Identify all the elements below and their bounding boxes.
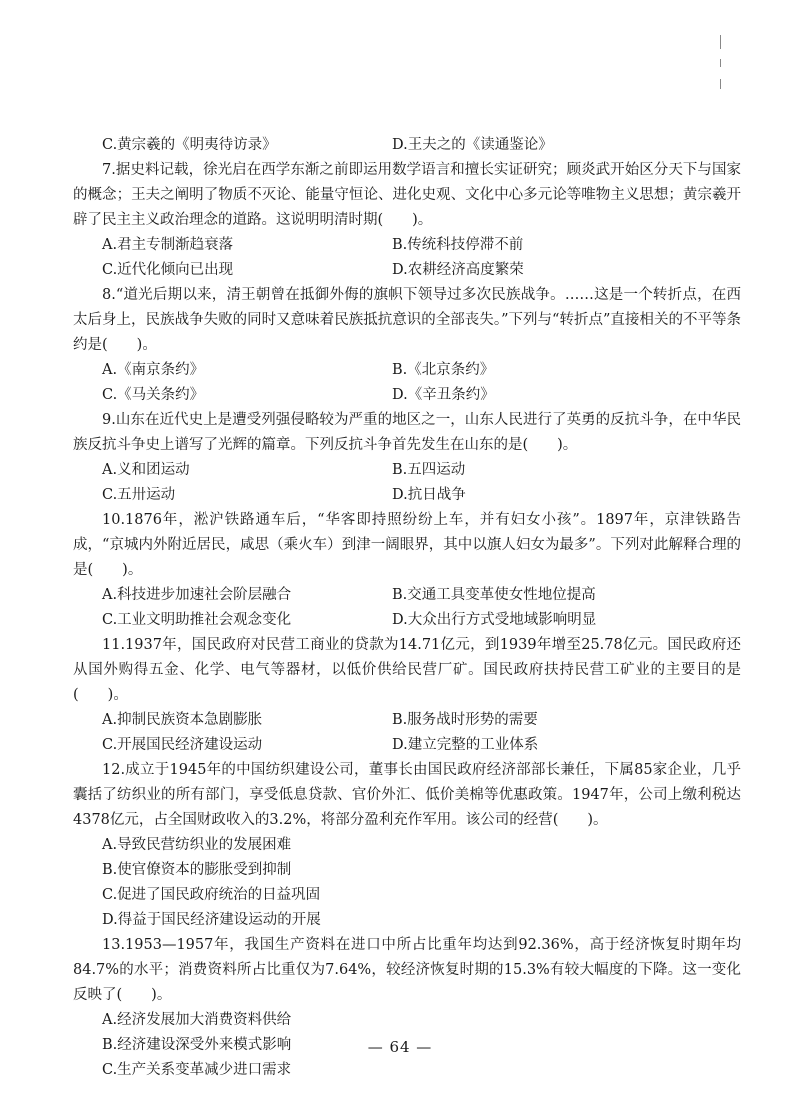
question-stem: 9.山东在近代史上是遭受列强侵略较为严重的地区之一，山东人民进行了英勇的反抗斗争，在中华民族反抗斗争史上谱写了光辉的篇章。下列反抗斗争首先发生在山东的是( )。 bbox=[73, 412, 741, 453]
option-a[interactable]: A.君主专制渐趋衰落 bbox=[102, 237, 234, 253]
option-a[interactable]: A.导致民营纺织业的发展困难 bbox=[102, 837, 292, 853]
question-stem: 10.1876年，淞沪铁路通车后，“华客即持照纷纷上车，并有妇女小孩”。1897年，京津铁路告成，“京城内外附近居民，咸思（乘火车）到津一阔眼界，其中以旗人妇女为最多”。下列对此解释合理的是( )。 bbox=[73, 512, 741, 578]
option-row bbox=[73, 858, 741, 883]
option-c[interactable]: C.近代化倾向已出现 bbox=[102, 262, 234, 278]
option-d[interactable]: D.得益于国民经济建设运动的开展 bbox=[102, 912, 321, 928]
answer-options bbox=[73, 708, 741, 758]
option-a[interactable]: A.抑制民族资本急剧膨胀 bbox=[102, 712, 263, 728]
option-b[interactable]: B.五四运动 bbox=[392, 462, 466, 478]
option-b[interactable]: B.传统科技停滞不前 bbox=[392, 237, 524, 253]
option-a[interactable]: A.《南京条约》 bbox=[102, 362, 205, 378]
option-row bbox=[73, 483, 741, 508]
option-row bbox=[73, 908, 741, 933]
option-b[interactable]: B.《北京条约》 bbox=[392, 362, 495, 378]
option-row bbox=[73, 583, 741, 608]
question-content bbox=[73, 133, 741, 1083]
question-q8 bbox=[73, 283, 741, 408]
option-d[interactable]: D.大众出行方式受地域影响明显 bbox=[392, 612, 597, 628]
question-stem: 8.“道光后期以来，清王朝曾在抵御外侮的旗帜下领导过多次民族战争。……这是一个转折点，在西太后身上，民族战争失败的同时又意味着民族抵抗意识的全部丧失。”下列与“转折点”直接相关的不平等条约是( )。 bbox=[73, 287, 741, 353]
scan-edge-marks bbox=[720, 35, 724, 95]
question-q10 bbox=[73, 508, 741, 633]
question-q12 bbox=[73, 758, 741, 933]
question-stem: 12.成立于1945年的中国纺织建设公司，董事长由国民政府经济部部长兼任，下属85家企业，几乎囊括了纺织业的所有部门，享受低息贷款、官价外汇、低价美棉等优惠政策。1947年，公司上缴利税达4378亿元，占全国财政收入的3.2%，将部分盈利充作军用。该公司的经营( )。 bbox=[73, 762, 741, 828]
page-number: — 64 — bbox=[367, 1038, 433, 1056]
option-row bbox=[73, 358, 741, 383]
option-b[interactable]: B.交通工具变革使女性地位提高 bbox=[392, 587, 596, 603]
answer-options bbox=[73, 358, 741, 408]
option-b[interactable]: B.经济建设深受外来模式影响 bbox=[102, 1037, 292, 1053]
question-q9 bbox=[73, 408, 741, 508]
option-d[interactable]: D.抗日战争 bbox=[392, 487, 466, 503]
option-c[interactable]: C.生产关系变革减少进口需求 bbox=[102, 1062, 292, 1078]
option-d[interactable]: D.王夫之的《读通鉴论》 bbox=[392, 137, 553, 153]
option-row bbox=[73, 1058, 741, 1083]
option-row bbox=[73, 258, 741, 283]
question-q11 bbox=[73, 633, 741, 758]
option-row bbox=[73, 1008, 741, 1033]
option-row bbox=[73, 883, 741, 908]
option-c[interactable]: C.开展国民经济建设运动 bbox=[102, 737, 263, 753]
option-b[interactable]: B.服务战时形势的需要 bbox=[392, 712, 538, 728]
answer-options bbox=[73, 583, 741, 633]
option-d[interactable]: D.农耕经济高度繁荣 bbox=[392, 262, 524, 278]
option-c[interactable]: C.《马关条约》 bbox=[102, 387, 205, 403]
option-a[interactable]: A.经济发展加大消费资料供给 bbox=[102, 1012, 292, 1028]
answer-options bbox=[73, 833, 741, 933]
question-q13 bbox=[73, 933, 741, 1083]
option-c[interactable]: C.促进了国民政府统治的日益巩固 bbox=[102, 887, 321, 903]
option-a[interactable]: A.科技进步加速社会阶层融合 bbox=[102, 587, 292, 603]
question-stem: 11.1937年，国民政府对民营工商业的贷款为14.71亿元，到1939年增至25.78亿元。国民政府还从国外购得五金、化学、电气等器材，以低价供给民营厂矿。国民政府扶持民营工矿业的主要目的是( )。 bbox=[73, 637, 741, 703]
option-row bbox=[73, 733, 741, 758]
question-stem: 7.据史料记载，徐光启在西学东渐之前即运用数学语言和擅长实证研究；顾炎武开始区分天下与国家的概念；王夫之阐明了物质不灭论、能量守恒论、进化史观、文化中心多元论等唯物主义思想；黄宗羲开辟了民主主义政治理念的道路。这说明明清时期( )。 bbox=[73, 162, 741, 228]
question-list bbox=[73, 158, 741, 1083]
answer-options bbox=[73, 233, 741, 283]
question-stem: 13.1953—1957年，我国生产资料在进口中所占比重年均达到92.36%，高于经济恢复时期年均84.7%的水平；消费资料所占比重仅为7.64%，较经济恢复时期的15.3%有较大幅度的下降。这一变化反映了( )。 bbox=[73, 937, 741, 1003]
option-a[interactable]: A.义和团运动 bbox=[102, 462, 190, 478]
option-row bbox=[73, 708, 741, 733]
continued-options bbox=[73, 133, 741, 158]
option-row bbox=[73, 383, 741, 408]
question-q7 bbox=[73, 158, 741, 283]
option-d[interactable]: D.建立完整的工业体系 bbox=[392, 737, 539, 753]
option-row bbox=[73, 608, 741, 633]
option-c[interactable]: C.五卅运动 bbox=[102, 487, 176, 503]
option-row bbox=[73, 458, 741, 483]
option-d[interactable]: D.《辛丑条约》 bbox=[392, 387, 495, 403]
option-c[interactable]: C.工业文明助推社会观念变化 bbox=[102, 612, 292, 628]
option-row bbox=[73, 833, 741, 858]
option-row bbox=[73, 233, 741, 258]
option-c[interactable]: C.黄宗羲的《明夷待访录》 bbox=[102, 137, 277, 153]
option-row bbox=[73, 133, 741, 158]
option-b[interactable]: B.使官僚资本的膨胀受到抑制 bbox=[102, 862, 292, 878]
answer-options bbox=[73, 458, 741, 508]
